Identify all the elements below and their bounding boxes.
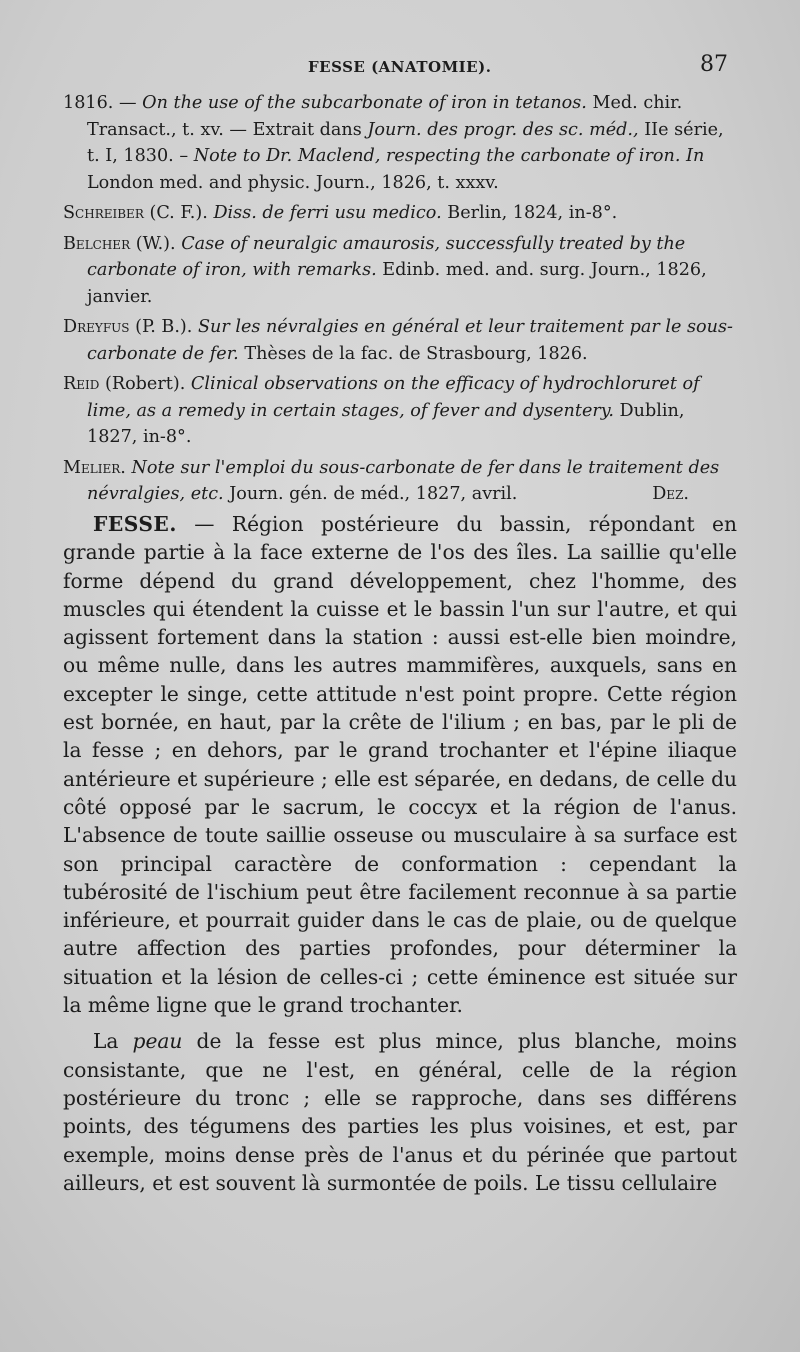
reference-text: 1816. — On the use of the subcarbonate of iron in tetanos. Med. chir. Transact., t. xv. — Extrait dans Journ. des progr. des sc. méd., IIe série, t. I, 1830. – Note to Dr. Maclend, respecting the carbonate of iron. In London med. and physic. Journ., 1826, t. xxxv. [63, 93, 724, 193]
paragraph: La peau de la fesse est plus mince, plus blanche, moins consistante, que ne l'est, en général, celle de la région postérieure du tronc ; elle se rapproche, dans ses différens points, des tégumens des parties les plus voisines, et est, par exemple, moins dense près de l'anus et du périnée que partout ailleurs, et est souvent là surmontée de poils. Le tissu cellulaire [63, 1029, 738, 1195]
reference-entry: Dreyfus (P. B.). Sur les névralgies en général et leur traitement par le sous-carbonate de fer. Thèses de la fac. de Strasbourg, 1826. [63, 317, 733, 364]
article-fesse [63, 510, 737, 1205]
reference-entry: Schreiber (C. F.). Diss. de ferri usu medico. Berlin, 1824, in-8°. [63, 203, 618, 223]
reference-author: Melier [63, 457, 121, 478]
reference-author: Schreiber [63, 203, 144, 223]
author-signature: Dez. [652, 484, 689, 504]
reference-entry: Reid (Robert). Clinical observations on the efficacy of hydrochloruret of lime, as a remedy in certain stages, of fever and dysentery. Dublin, 1827, in-8°. [63, 374, 700, 447]
running-title: FESSE (ANATOMIE). [308, 58, 492, 76]
page-number: 87 [700, 52, 728, 77]
bibliography [63, 90, 735, 512]
reference-entry [63, 90, 735, 196]
paragraph: FESSE. — Région postérieure du bassin, répondant en grande partie à la face externe de l'os des îles. La saillie qu'elle forme dépend du grand développement, chez l'homme, des muscles qui étendent la cuisse et le bassin l'un sur l'autre, et qui agissent fortement dans la station : aussi est-elle bien moindre, ou même nulle, dans les autres mammifères, auxquels, sans en excepter le singe, cette attitude n'est point propre. Cette région est bornée, en haut, par la crête de l'ilium ; en bas, par le pli de la fesse ; en dehors, par le grand trochanter et l'épine iliaque antérieure et supérieure ; elle est séparée, en dedans, de celle du côté opposé par le sacrum, le coccyx et la région de l'anus. L'absence de toute saillie osseuse ou musculaire à sa surface est son principal caractère de conformation : cependant la tubérosité de l'ischium peut être facilement reconnue à sa partie inférieure, et pourrait guider dans le cas de plaie, ou de quelque autre affection des parties profondes, pour déterminer la situation et la lésion de celles-ci ; cette éminence est située sur la même ligne que le grand trochanter. [63, 512, 737, 1018]
reference-entry: Belcher (W.). Case of neuralgic amaurosis, successfully treated by the carbonate of iron, with remarks. Edinb. med. and. surg. Journ., 1826, janvier. [63, 233, 707, 307]
reference-author: Dreyfus [63, 317, 130, 337]
running-header [0, 52, 800, 82]
reference-author: Belcher [63, 233, 131, 254]
article-heading: FESSE. [93, 512, 177, 536]
term-peau: peau [132, 1029, 183, 1054]
reference-author: Reid [63, 374, 100, 394]
reference-entry: Melier. Note sur l'emploi du sous-carbonate de fer dans le traitement des névralgies, etc. Journ. gén. de méd., 1827, avril. Dez. [63, 455, 735, 508]
